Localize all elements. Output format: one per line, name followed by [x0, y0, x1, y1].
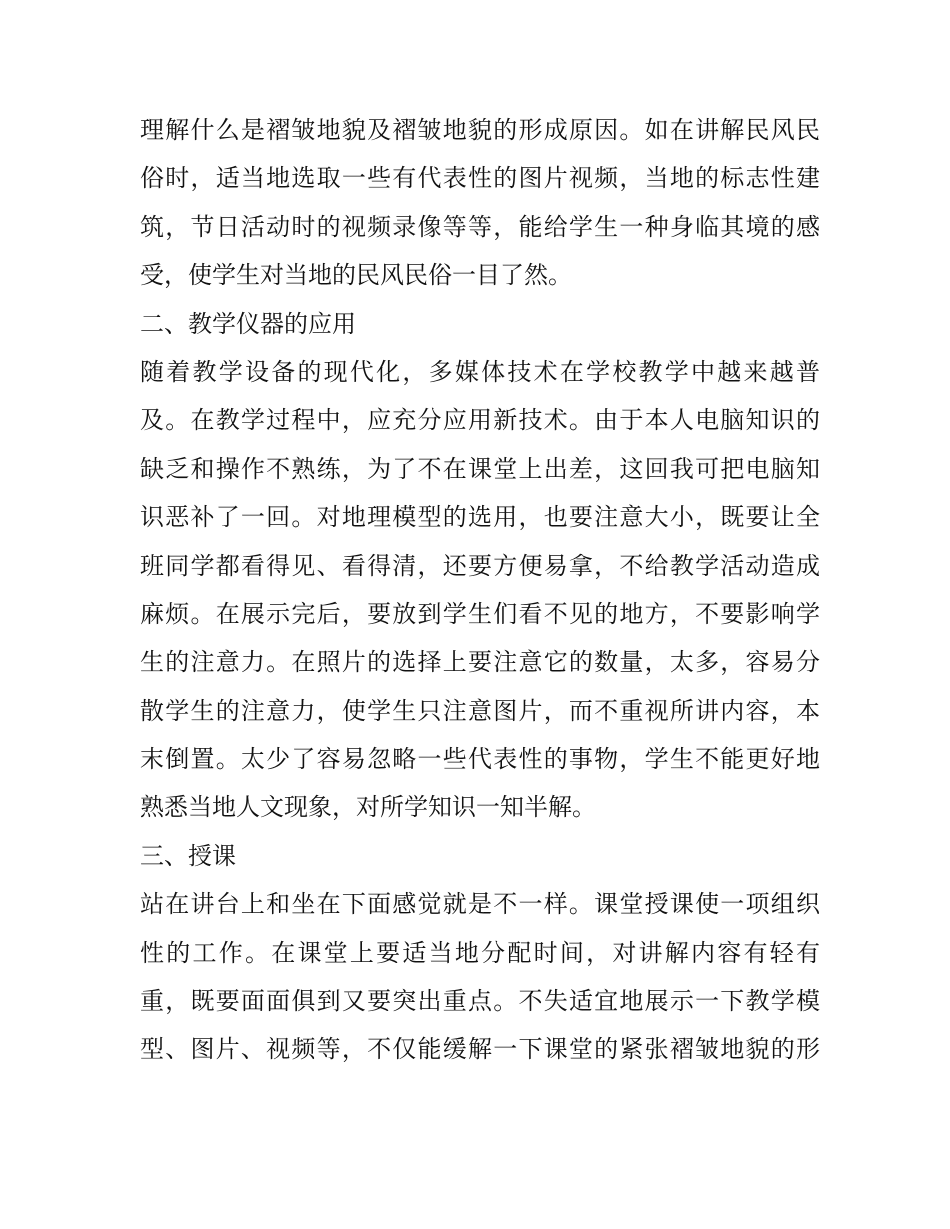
- text-line: 生的注意力。在照片的选择上要注意它的数量，太多，容易分: [140, 648, 820, 677]
- text-line: 识恶补了一回。对地理模型的选用，也要注意大小，既要让全: [140, 503, 820, 532]
- text-line: 理解什么是褶皱地貌及褶皱地貌的形成原因。如在讲解民风民: [140, 116, 820, 144]
- text-line: 重，既要面面俱到又要突出重点。不失适宜地展示一下教学模: [140, 987, 820, 1016]
- text-line: 及。在教学过程中，应充分应用新技术。由于本人电脑知识的: [140, 406, 820, 435]
- text-line: 型、图片、视频等，不仅能缓解一下课堂的紧张褶皱地貌的形: [140, 1035, 820, 1064]
- section-heading: 二、教学仪器的应用: [140, 309, 356, 338]
- text-line: 缺乏和操作不熟练，为了不在课堂上出差，这回我可把电脑知: [140, 454, 820, 483]
- text-line: 俗时，适当地选取一些有代表性的图片视频，当地的标志性建: [140, 164, 820, 193]
- text-line: 熟悉当地人文现象，对所学知识一知半解。: [140, 793, 596, 822]
- text-line: 受，使学生对当地的民风民俗一目了然。: [140, 261, 572, 290]
- section-heading: 三、授课: [140, 841, 236, 870]
- text-line: 站在讲台上和坐在下面感觉就是不一样。课堂授课使一项组织: [140, 890, 820, 919]
- text-line: 随着教学设备的现代化，多媒体技术在学校教学中越来越普: [140, 357, 820, 386]
- text-line: 性的工作。在课堂上要适当地分配时间，对讲解内容有轻有: [140, 938, 820, 967]
- text-line: 散学生的注意力，使学生只注意图片，而不重视所讲内容，本: [140, 696, 820, 725]
- text-line: 麻烦。在展示完后，要放到学生们看不见的地方，不要影响学: [140, 599, 820, 628]
- text-line: 班同学都看得见、看得清，还要方便易拿，不给教学活动造成: [140, 551, 820, 580]
- body-text: [140, 106, 820, 1074]
- text-line: 筑，节日活动时的视频录像等等，能给学生一种身临其境的感: [140, 212, 820, 241]
- text-line: 末倒置。太少了容易忽略一些代表性的事物，学生不能更好地: [140, 745, 820, 774]
